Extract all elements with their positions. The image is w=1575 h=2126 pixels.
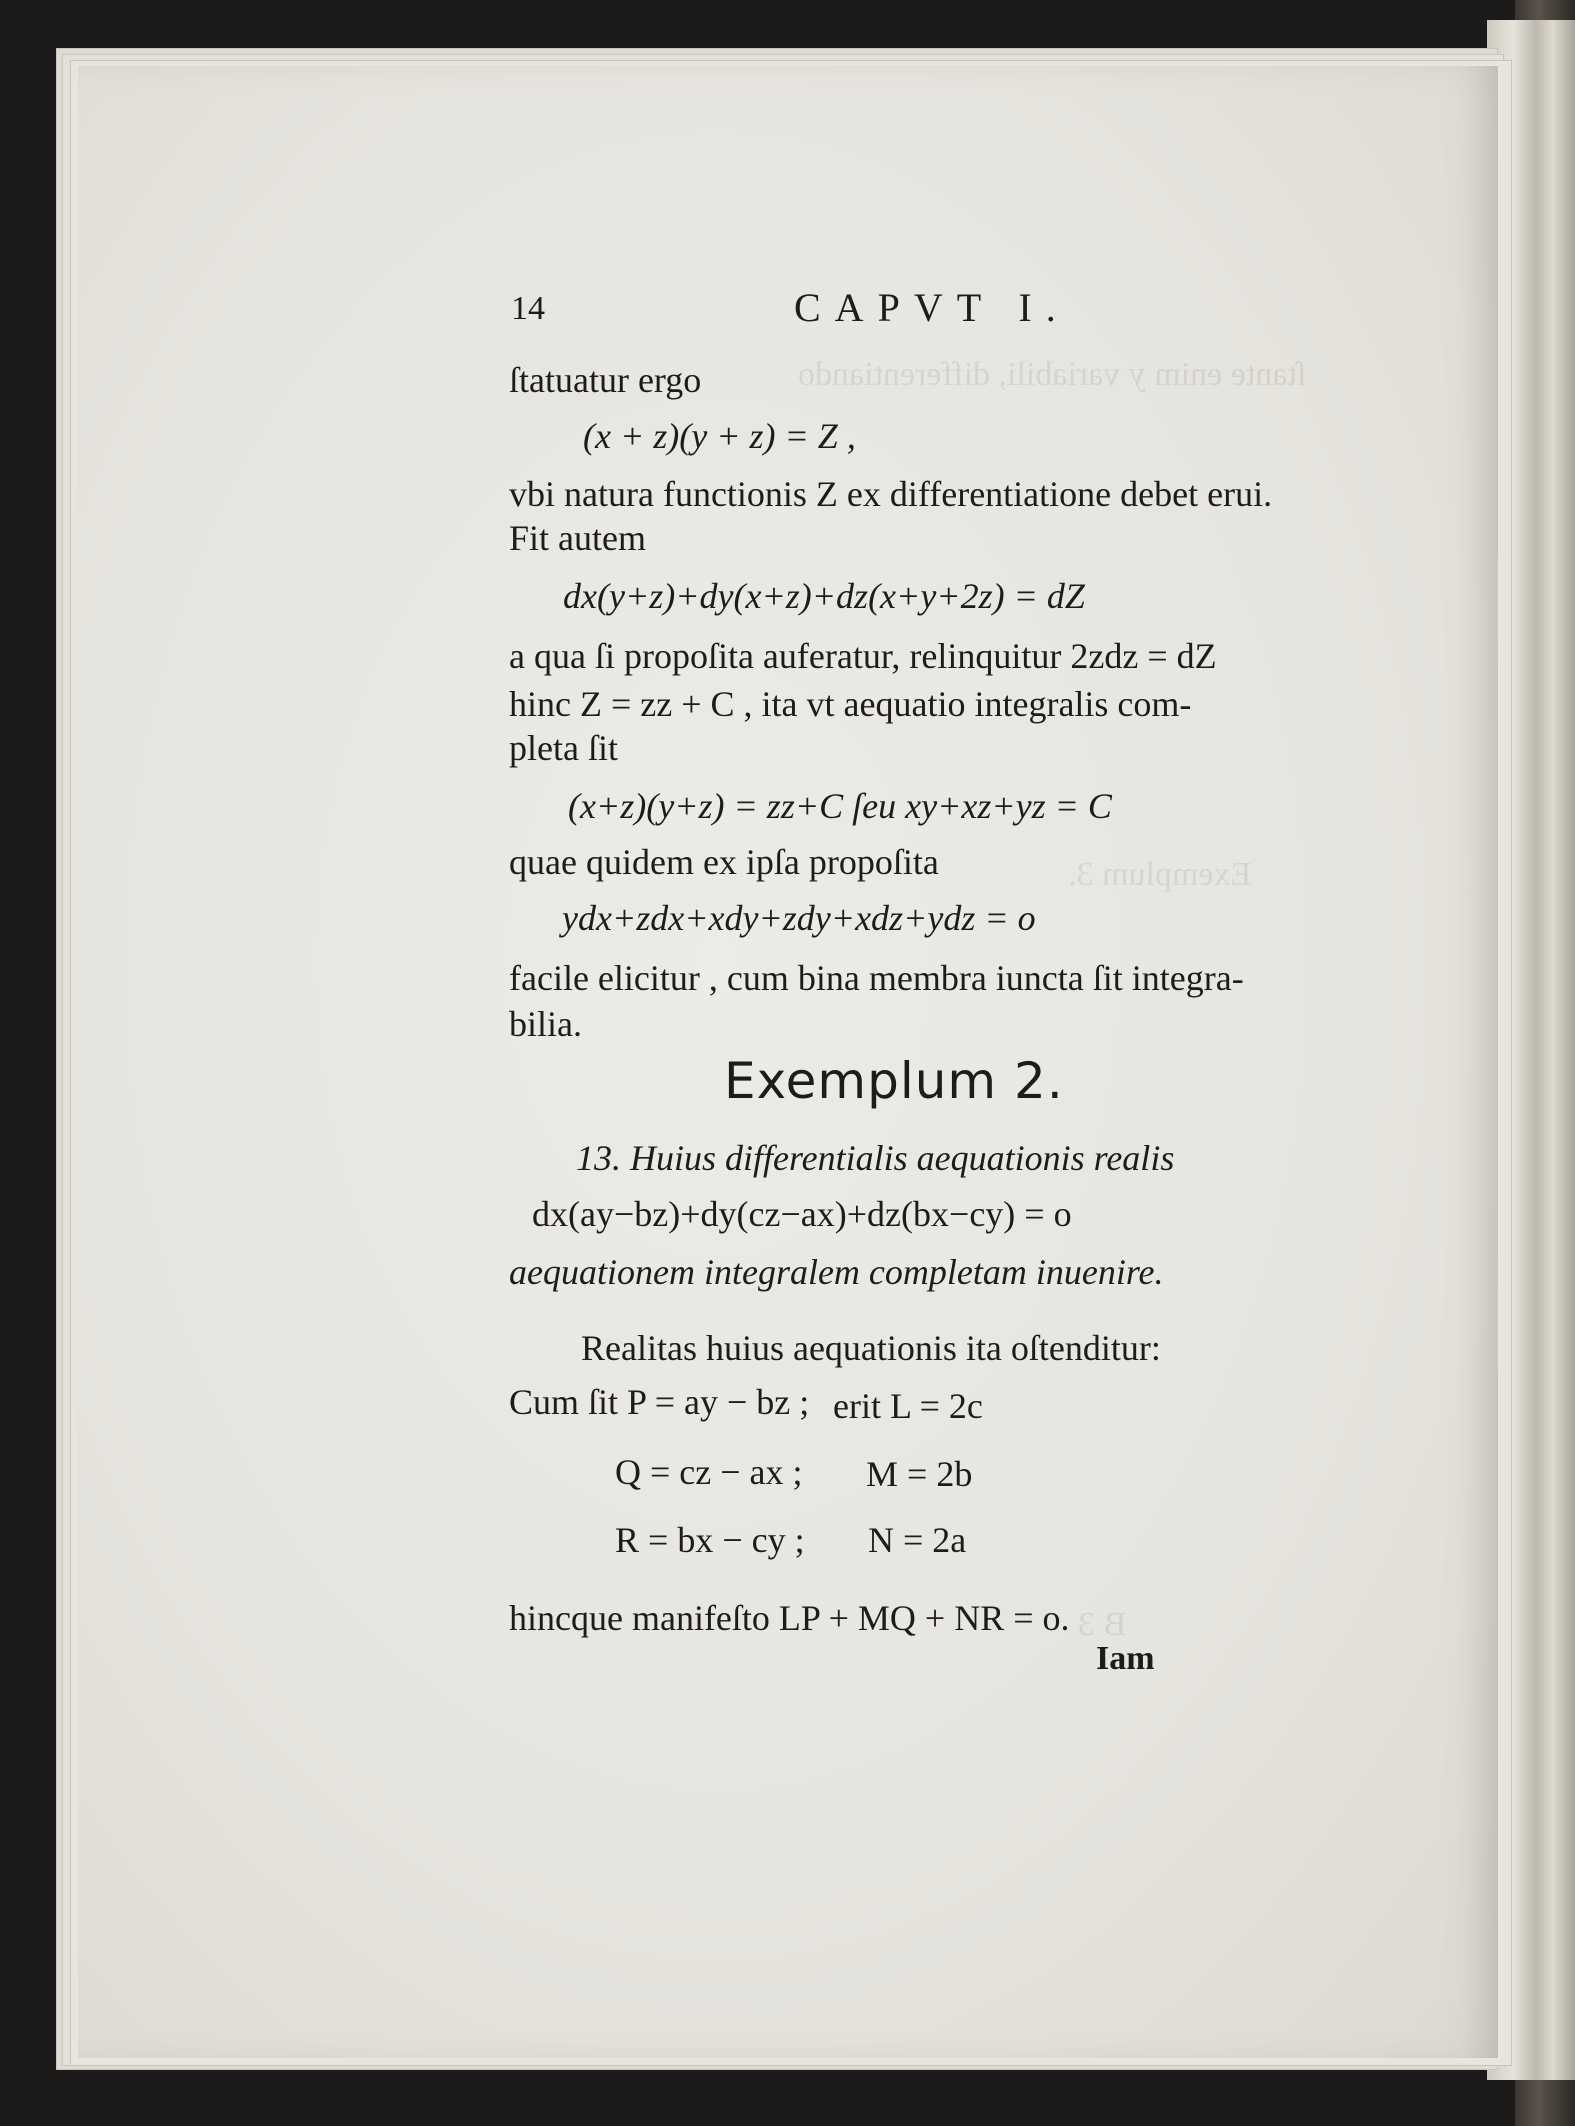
equation: (x+z)(y+z) = zz+C ſeu xy+xz+yz = C: [568, 786, 1112, 826]
show-through-text: ſtante enim y variabili, differentiando: [798, 356, 1307, 393]
running-title: CAPVT I.: [794, 285, 1070, 330]
equation: M = 2b: [866, 1454, 973, 1494]
text-line: Fit autem: [509, 518, 646, 558]
text-line: bilia.: [509, 1004, 582, 1044]
catchword: Iam: [1096, 1640, 1155, 1677]
show-through-text: Exemplum 3.: [1068, 856, 1252, 893]
equation: erit L = 2c: [833, 1386, 983, 1426]
text-line: a qua ſi propoſita auferatur, relinquitur 2zdz = dZ: [509, 636, 1217, 676]
text-line: facile elicitur , cum bina membra iuncta ſit integra-: [509, 958, 1244, 998]
equation: ydx+zdx+xdy+zdy+xdz+ydz = o: [562, 898, 1036, 938]
equation: dx(ay−bz)+dy(cz−ax)+dz(bx−cy) = o: [532, 1194, 1072, 1234]
equation: R = bx − cy ;: [615, 1520, 805, 1560]
text-line: aequationem integralem completam inuenire.: [509, 1252, 1164, 1292]
text-line: ſtatuatur ergo: [509, 360, 702, 400]
text-line: hincque manifeſto LP + MQ + NR = o.: [509, 1598, 1070, 1638]
equation: N = 2a: [868, 1520, 967, 1560]
book-page: [78, 66, 1498, 2058]
equation: dx(y+z)+dy(x+z)+dz(x+y+2z) = dZ: [563, 576, 1085, 616]
section-heading: Exemplum 2.: [724, 1052, 1064, 1110]
text-line: vbi natura functionis Z ex differentiatione debet erui.: [509, 474, 1273, 514]
text-line: pleta ſit: [509, 728, 618, 768]
page-number: 14: [511, 290, 545, 327]
text-line: Realitas huius aequationis ita oſtenditur:: [581, 1328, 1161, 1368]
equation: Cum ſit P = ay − bz ;: [509, 1382, 810, 1422]
equation: (x + z)(y + z) = Z ,: [583, 416, 856, 456]
text-line: hinc Z = zz + C , ita vt aequatio integralis com-: [509, 684, 1192, 724]
equation: Q = cz − ax ;: [615, 1452, 803, 1492]
show-through-text: B 3: [1078, 1606, 1127, 1643]
text-line: quae quidem ex ipſa propoſita: [509, 842, 939, 882]
text-line: 13. Huius differentialis aequationis realis: [576, 1138, 1175, 1178]
